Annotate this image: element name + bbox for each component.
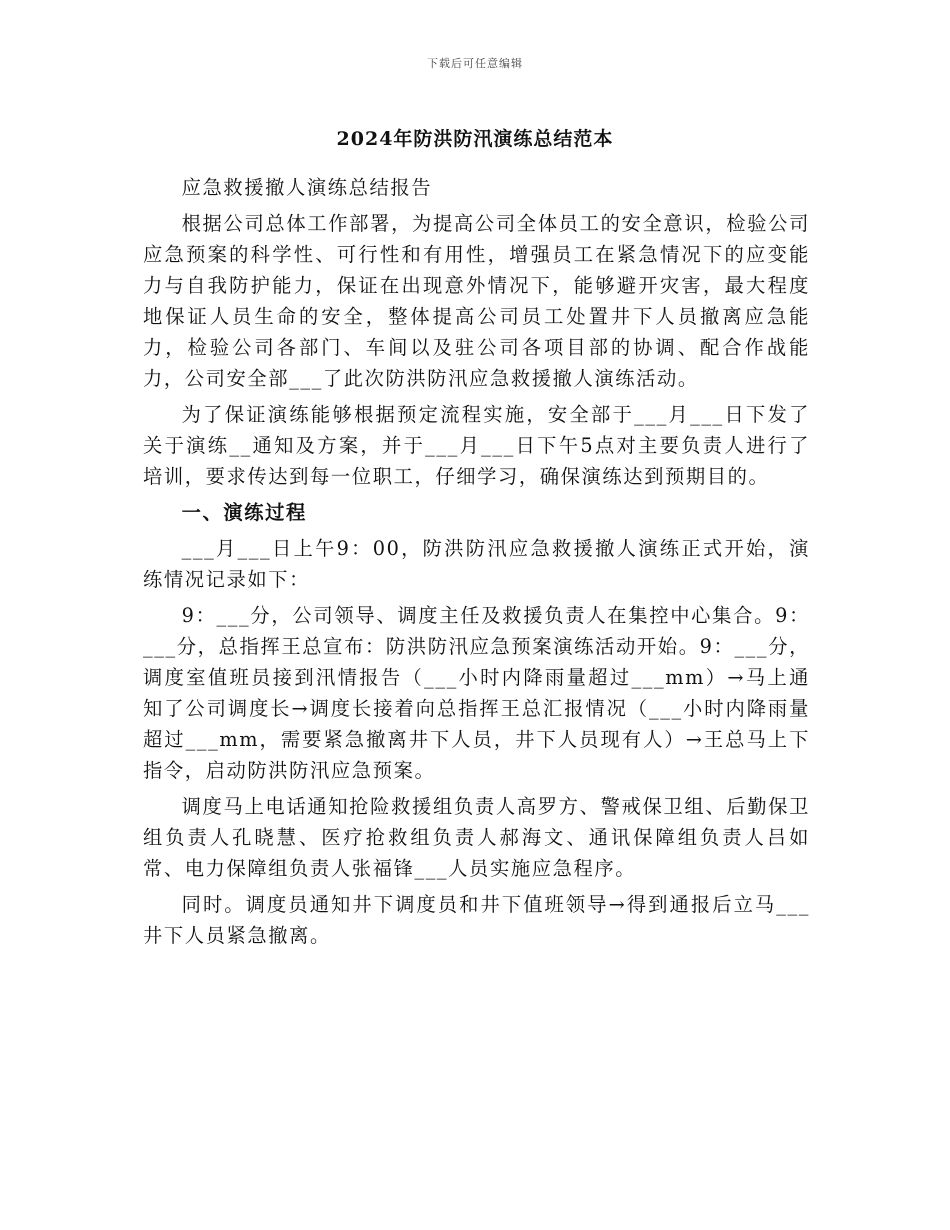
paragraph-notification: 调度马上电话通知抢险救援组负责人高罗方、警戒保卫组、后勤保卫组负责人孔晓慧、医疗抢救组负责人郝海文、通讯保障组负责人吕如常、电力保障组负责人张福锋___人员实施应急程序。: [143, 795, 810, 880]
report-subtitle: 应急救援撤人演练总结报告: [181, 176, 433, 199]
page-header-note: 下载后可任意编辑: [427, 57, 523, 70]
paragraph-timeline: 9：___分，公司领导、调度主任及救援负责人在集控中心集合。9：___分，总指挥王总宣布：防洪防汛应急预案演练活动开始。9：___分，调度室值班员接到汛情报告（___小时内降雨量超过___mm）→马上通知了公司调度长→调度长接着向总指挥王总汇报情况（___小时内降雨量超过___mm，需要紧急撤离井下人员，井下人员现有人）→王总马上下指令，启动防洪防汛应急预案。: [143, 604, 810, 782]
section-heading-process: 一、演练过程: [181, 501, 307, 524]
paragraph-start: ___月___日上午9：00，防洪防汛应急救援撤人演练正式开始，演练情况记录如下：: [143, 537, 810, 591]
paragraph-preparation: 为了保证演练能够根据预定流程实施，安全部于___月___日下发了关于演练__通知及方案，并于___月___日下午5点对主要负责人进行了培训，要求传达到每一位职工，仔细学习，确保演练达到预期目的。: [143, 403, 810, 488]
paragraph-background: 根据公司总体工作部署，为提高公司全体员工的安全意识，检验公司应急预案的科学性、可行性和有用性，增强员工在紧急情况下的应变能力与自我防护能力，保证在出现意外情况下，能够避开灾害，最大程度地保证人员生命的安全，整体提高公司员工处置井下人员撤离应急能力，检验公司各部门、车间以及驻公司各项目部的协调、配合作战能力，公司安全部___了此次防洪防汛应急救援撤人演练活动。: [143, 212, 810, 390]
document-body: [143, 172, 810, 956]
paragraph-evacuation: 同时。调度员通知井下调度员和井下值班领导→得到通报后立马___井下人员紧急撤离。: [143, 893, 810, 947]
document-title: 2024年防洪防汛演练总结范本: [336, 128, 614, 150]
